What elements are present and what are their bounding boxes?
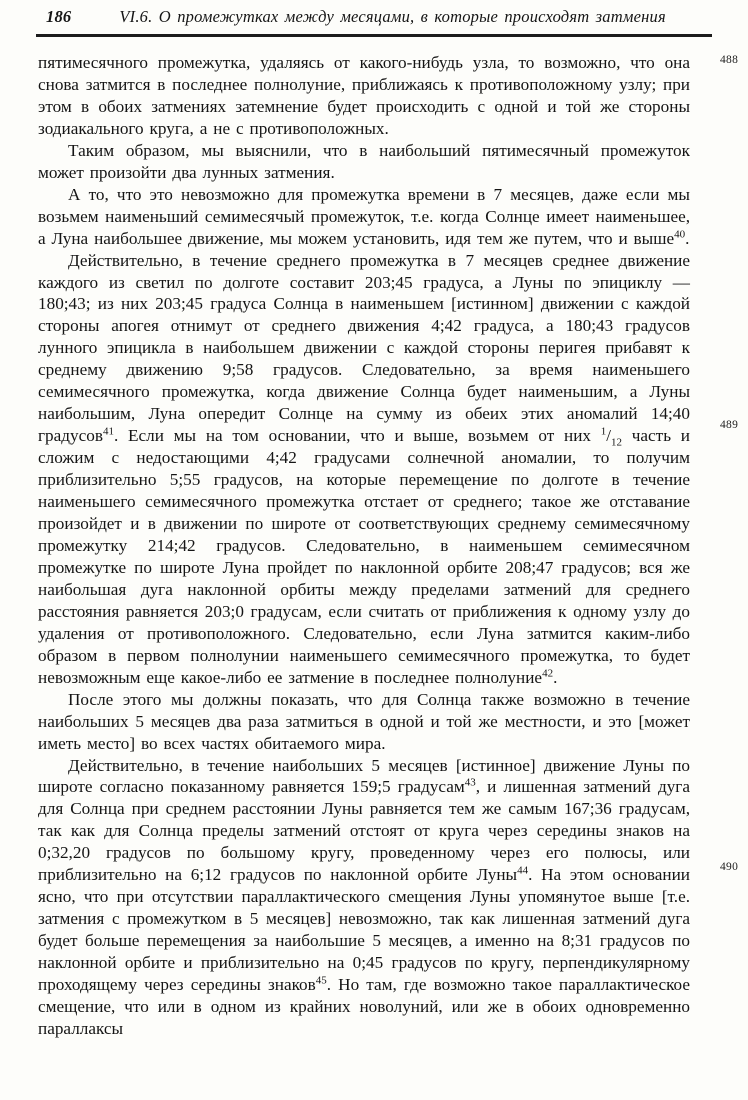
fraction: $^1/_{12}$ [600,425,623,449]
margin-numbers [716,0,748,1100]
margin-page-number: 489 [720,419,739,431]
footnote-ref: 43 [464,776,476,789]
margin-page-number: 488 [720,54,739,66]
paragraph: А то, что это невозможно для промежутка времени в 7 месяцев, даже если мы возьмем наименьший семимесячый промежуток, т.е. когда Солнце имеет наименьшее, а Луна наибольшее движение, мы можем установить, идя тем же путем, что и выше$^{40}$. [38,184,690,248]
footnote-ref: 40 [674,227,686,240]
page-header [46,7,708,27]
paragraph: Действительно, в течение среднего промежутка в 7 месяцев среднее движение каждого из светил по долготе составит 203;45 градуса, а Луны по эпициклу — 180;43; из них 203;45 градуса Солнца в наименьшем [истинном] движении с каждой стороны апогея отнимут от среднего движения 4;42 градуса, а 180;43 градусов лунного эпицикла в наибольшем движении с каждой стороны перигея прибавят к среднему движению 9;58 градусов. Следовательно, за время наименьшего семимесячного промежутка, когда движение Солнца будет наименьшим, а Луны наибольшим, Луна опередит Солнце на сумму из обеих этих аномалий 14;40 градусов$^{41}$. Если мы на том основании, что и выше, возьмем от них $^1/_{12}$ часть и сложим с недостающими 4;42 градусами солнечной аномалии, то получим приблизительно 5;55 градусов, на которые перемещение по долготе в течение наименьшего семимесячного промежутка отстает от среднего; такое же отставание произойдет и в движении по широте от соответствующих среднему семимесячному промежутку 214;42 градусов. Следовательно, в наименьшем семимесячном промежутке по широте Луна пройдет по наклонной орбите 208;47 градусов; вся же наибольшая дуга наклонной орбиты между пределами затмений для среднего расстояния равняется 203;0 градусам, если считать от приближения к одному узлу до удаления от противоположного. Следовательно, если Луна затмится каким-либо образом в первом полнолунии наименьшего семимесячного промежутка, то будет невозможным еще какое-либо ее затмение в последнее полнолуние$^{42}$. [38,250,690,687]
header-rule [36,34,712,37]
footnote-ref: 42 [542,666,554,679]
margin-page-number: 490 [720,861,739,873]
paragraph: пятимесячного промежутка, удаляясь от какого-нибудь узла, то возможно, что она снова затмится в последнее полнолуние, приближаясь к противоположному узлу; при этом в обоих затмениях затемнение будет происходить с одной и той же стороны зодиакального круга, а не с противоположных. [38,53,690,138]
text-column [38,52,690,1040]
running-title: VI.6. О промежутках между месяцами, в которые происходят затмения [119,7,666,26]
paragraph: После этого мы должны показать, что для Солнца также возможно в течение наибольших 5 месяцев два раза затмиться в одной и той же местности, и это [может иметь место] во всех частях обитаемого мира. [38,689,690,753]
paragraph: Действительно, в течение наибольших 5 месяцев [истинное] движение Луны по широте согласно показанному равняется 159;5 градусам$^{43}$, и лишенная затмений дуга для Солнца при среднем расстоянии Луны равняется тем же самым 167;36 градусам, так как для Солнца пределы затмений отстоят от круга через середины знаков на 0;32,20 градусов по большому кругу, проведенному через его полюсы, или приблизительно на 6;12 градусов по наклонной орбите Луны$^{44}$. На этом основании ясно, что при отсутствии параллактического смещения Луны упомянутое выше [т.е. затмения с промежутком в 5 месяцев] невозможно, так как лишенная затмений дуга будет больше перемещения за наибольшие 5 месяцев, а именно на 8;31 градусов по наклонной орбите и приблизительно на 0;45 градусов по кругу, перпендикулярному проходящему через середины знаков$^{45}$. Но там, где возможно такое параллактическое смещение, что или в одном из крайних новолуний, или же в обоих одновременно параллаксы [38,755,690,1038]
paragraph: Таким образом, мы выяснили, что в наибольший пятимесячный промежуток может произойти два лунных затмения. [38,140,690,182]
page-number: 186 [46,7,72,26]
footnote-ref: 41 [102,425,114,438]
footnote-ref: 44 [517,864,529,877]
footnote-ref: 45 [315,974,327,987]
